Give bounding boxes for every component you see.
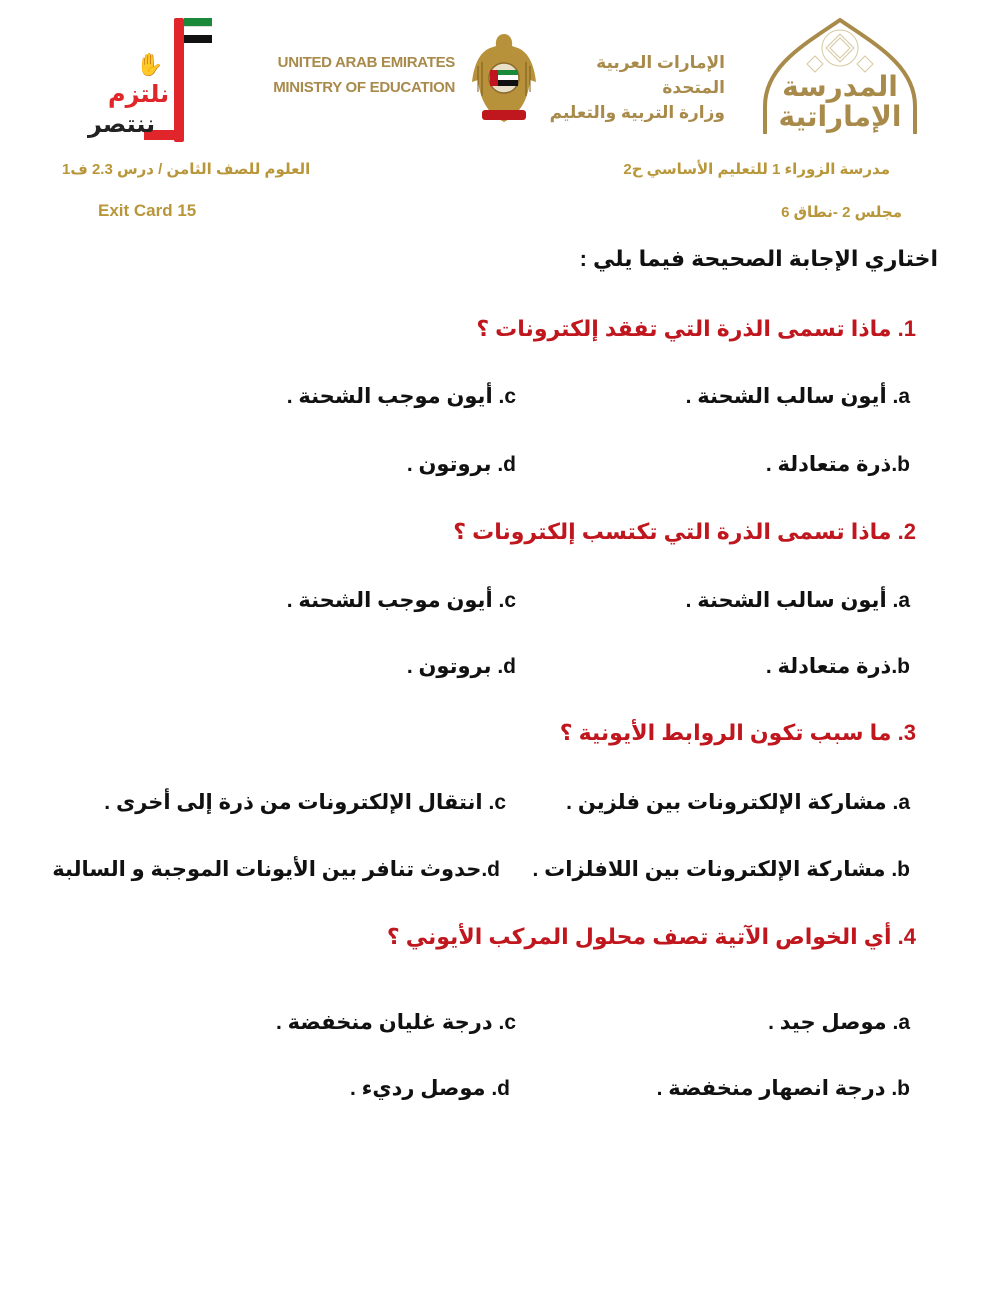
q2-option-a[interactable]: a. أيون سالب الشحنة . — [685, 589, 910, 612]
q1-option-b[interactable]: b.ذرة متعادلة . — [765, 453, 910, 476]
q4-option-a[interactable]: a. موصل جيد . — [768, 1011, 910, 1034]
q3-option-c[interactable]: c. انتقال الإلكترونات من ذرة إلى أخرى . — [104, 791, 506, 814]
question-3: 3. ما سبب تكون الروابط الأيونية ؟ — [559, 720, 916, 745]
ministry-name-ar — [540, 50, 725, 125]
ministry-en-line2: MINISTRY OF EDUCATION — [273, 79, 455, 96]
uae-flag-icon — [184, 18, 212, 42]
q2-option-d[interactable]: d. بروتون . — [406, 655, 516, 678]
emirati-school-logo — [755, 16, 925, 136]
q1-option-d[interactable]: d. بروتون . — [406, 453, 516, 476]
logo-red-bar — [174, 18, 184, 142]
q4-option-c[interactable]: c. درجة غليان منخفضة . — [276, 1011, 516, 1034]
q4-option-b[interactable]: b. درجة انصهار منخفضة . — [656, 1077, 910, 1100]
school-name: مدرسة الزوراء 1 للتعليم الأساسي ح2 — [623, 161, 890, 178]
question-2: 2. ماذا تسمى الذرة التي تكتسب إلكترونات ؟ — [453, 519, 916, 544]
q1-option-c[interactable]: c. أيون موجب الشحنة . — [286, 385, 516, 408]
question-4: 4. أي الخواص الآتية تصف محلول المركب الأيوني ؟ — [386, 924, 916, 949]
council-zone: مجلس 2 -نطاق 6 — [781, 204, 902, 221]
subject-lesson: العلوم للصف الثامن / درس 2.3 ف1 — [62, 161, 311, 178]
hand-icon: ✋ — [136, 52, 164, 77]
q3-option-a[interactable]: a. مشاركة الإلكترونات بين فلزين . — [566, 791, 910, 814]
uae-emblem-icon — [468, 30, 540, 126]
instruction-heading: اختاري الإجابة الصحيحة فيما يلي : — [579, 246, 938, 271]
campaign-logo-line2: ننتصر — [88, 111, 156, 138]
school-logo-text: المدرسة الإماراتية — [778, 71, 902, 132]
ministry-en-line1: UNITED ARAB EMIRATES — [277, 54, 455, 71]
q2-option-b[interactable]: b.ذرة متعادلة . — [765, 655, 910, 678]
q2-option-c[interactable]: c. أيون موجب الشحنة . — [286, 589, 516, 612]
ministry-name-en — [270, 50, 455, 100]
campaign-logo — [80, 12, 220, 142]
campaign-logo-line1: نلتزم — [108, 81, 170, 108]
q1-option-a[interactable]: a. أيون سالب الشحنة . — [685, 385, 910, 408]
q3-option-b[interactable]: b. مشاركة الإلكترونات بين اللافلزات . — [532, 858, 910, 881]
ministry-ar-line2: وزارة التربية والتعليم — [549, 103, 725, 122]
q3-option-d[interactable]: d.حدوث تنافر بين الأيونات الموجبة و السالبة — [52, 858, 500, 881]
exit-card-label: Exit Card 15 — [98, 201, 197, 220]
question-1: 1. ماذا تسمى الذرة التي تفقد إلكترونات ؟ — [476, 316, 916, 341]
ministry-ar-line1: الإمارات العربية المتحدة — [596, 53, 725, 97]
q4-option-d[interactable]: d. موصل رديء . — [349, 1077, 510, 1100]
